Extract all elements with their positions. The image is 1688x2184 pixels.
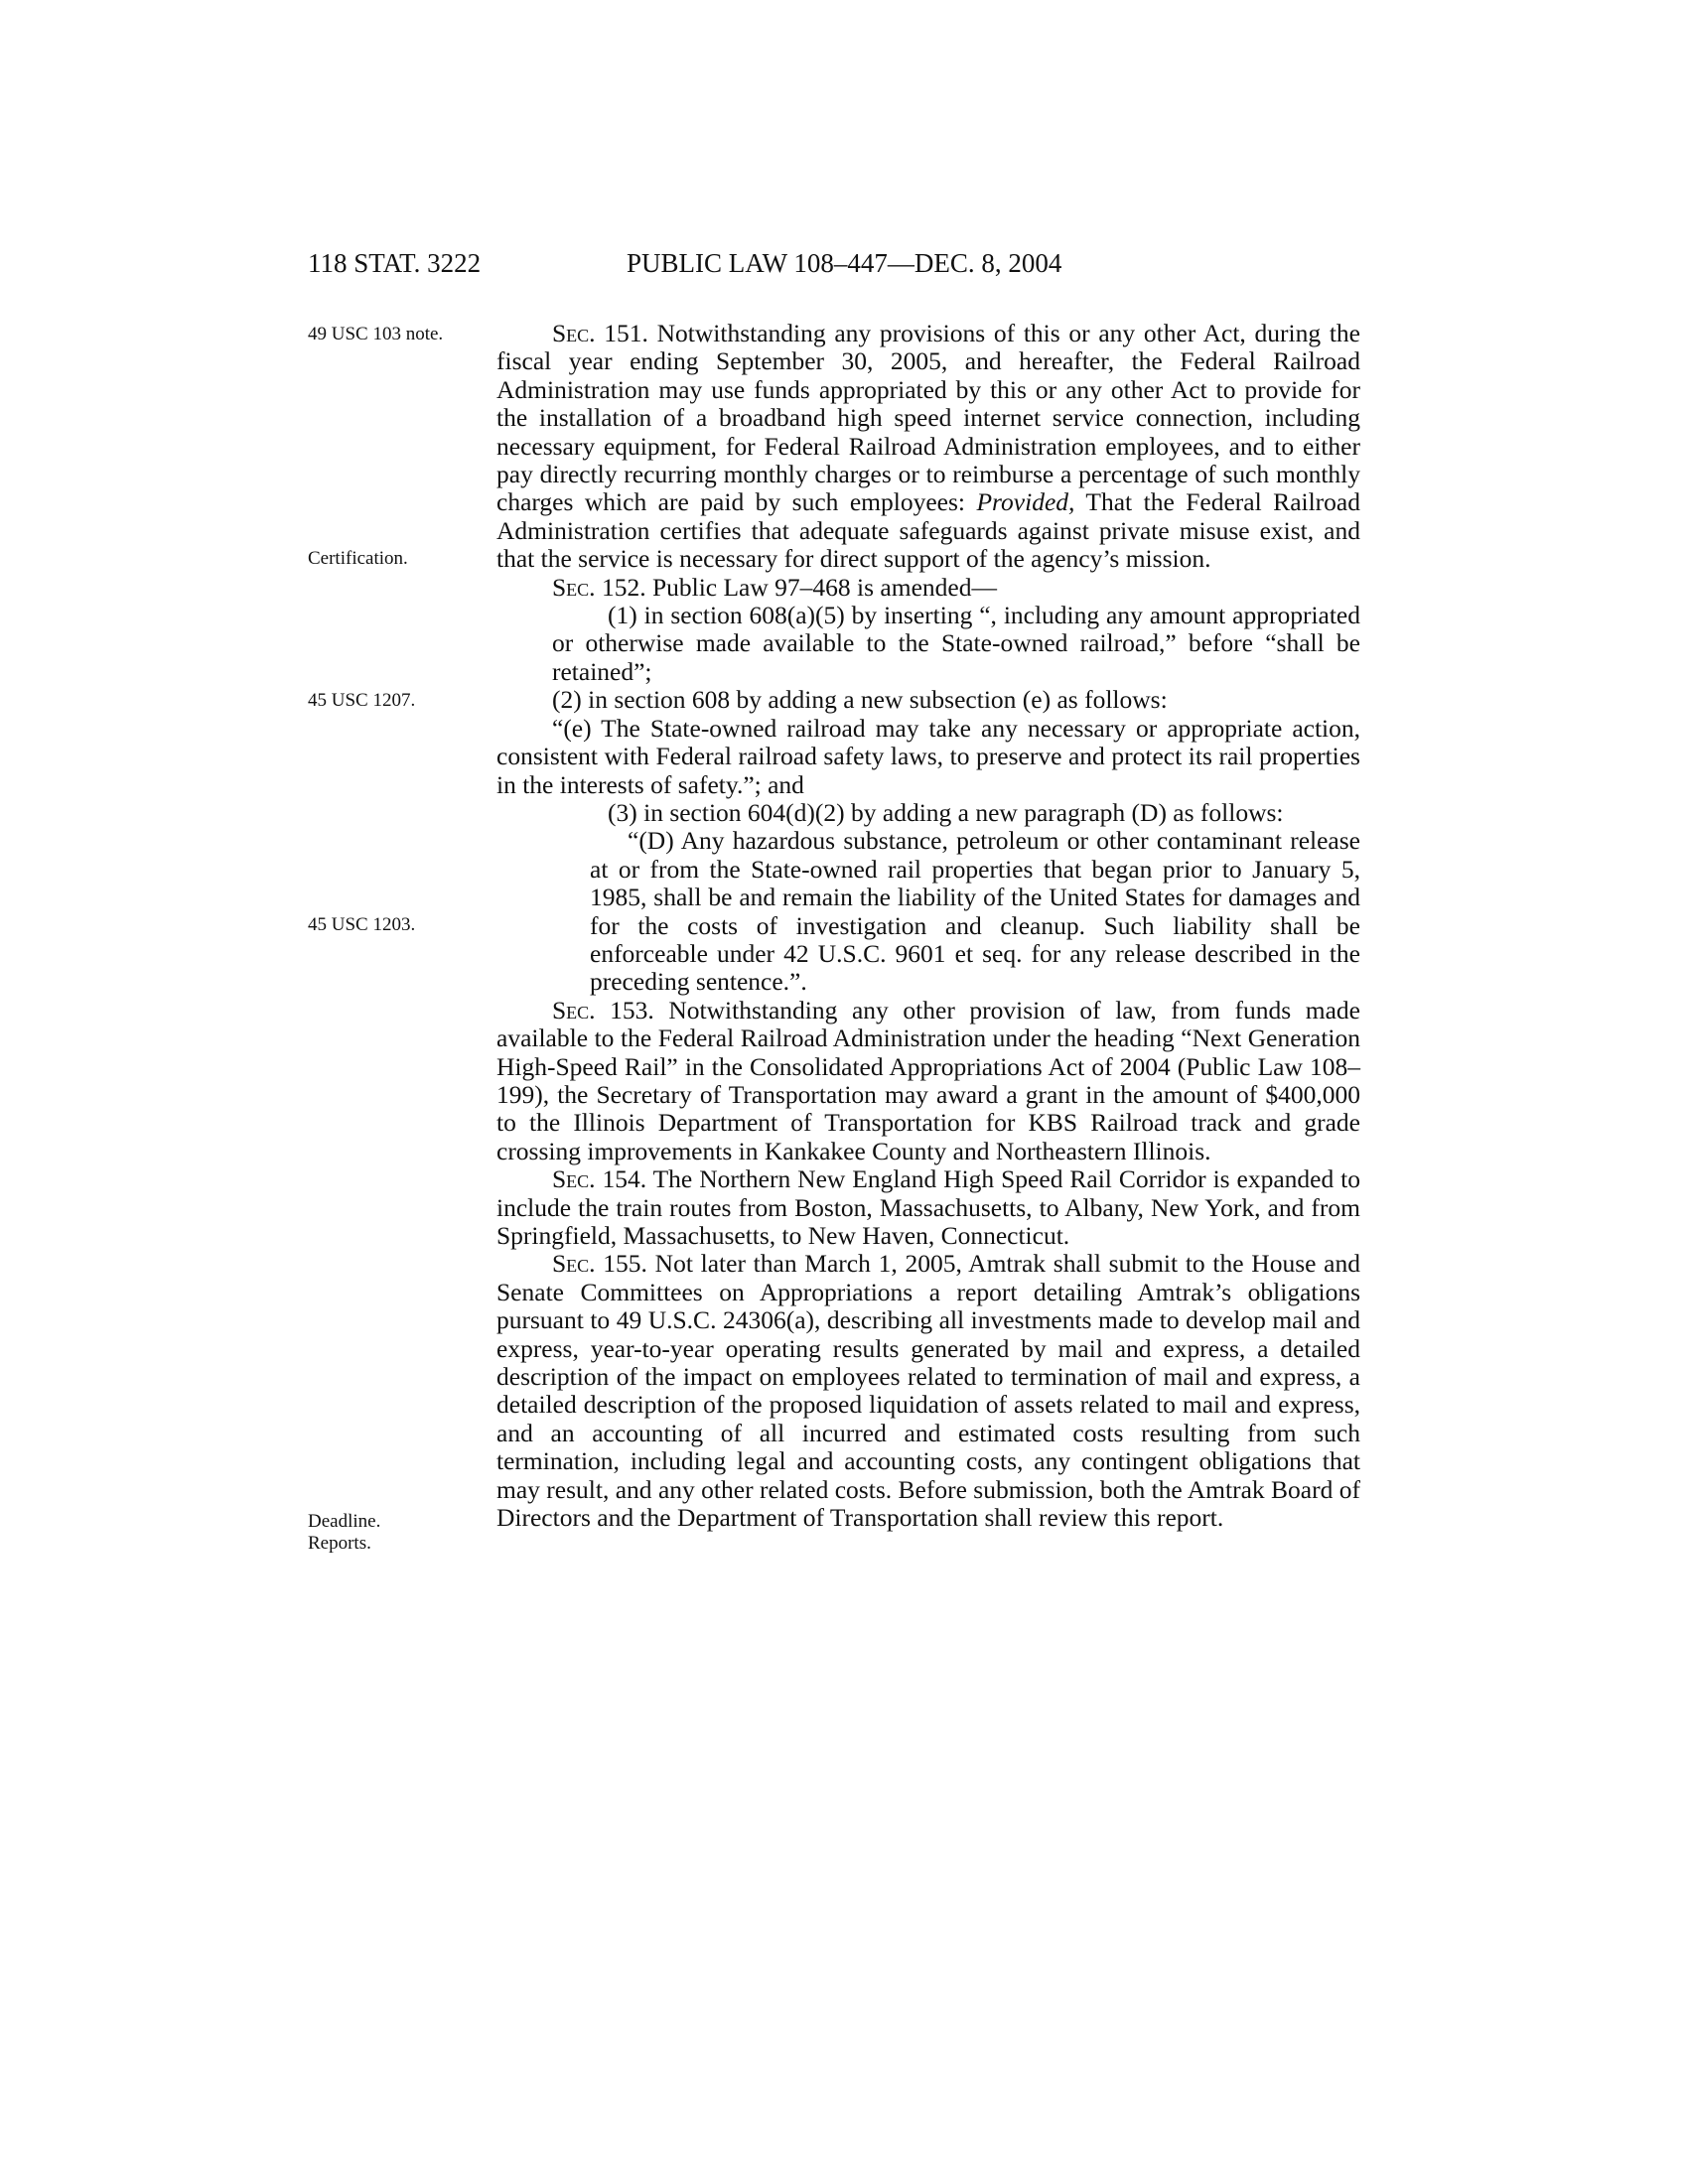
section-152-quote-d: “(D) Any hazardous substance, petroleum or other contaminant release at or from the State-owned rail properties that began prior to January 5, 1985, shall be and remain the liability of the United States for damages and for the costs of investigation and cleanup. Such liability shall be enforceable under 42 U.S.C. 9601 et seq. for any release described in the preceding sentence.”.	[590, 826, 1360, 997]
margin-note-45-usc-1203: 45 USC 1203.	[308, 914, 416, 935]
margin-note-deadline: Deadline.	[308, 1511, 381, 1532]
margin-note-certification: Certification.	[308, 548, 408, 569]
section-151: Sec. 151. Notwithstanding any provisions of this or any other Act, during the fiscal year ending September 30, 2005, and hereafter, the Federal Railroad Administration may use funds appropriated by this or any other Act to provide for the installation of a broadband high speed internet service connection, including necessary equipment, for Federal Railroad Administration employees, and to either pay directly recurring monthly charges or to reimburse a percentage of such monthly charges which are paid by such employees: Provided, That the Federal Railroad Administration certifies that adequate safeguards against private misuse exist, and that the service is necessary for direct support of the agency’s mission.	[496, 319, 1360, 574]
section-154: Sec. 154. The Northern New England High Speed Rail Corridor is expanded to include the train routes from Boston, Massachusetts, to Albany, New York, and from Springfield, Massachusetts, to New Haven, Connecticut.	[496, 1164, 1360, 1250]
running-header	[0, 248, 1688, 288]
section-152-item-2: (2) in section 608 by adding a new subsection (e) as follows:	[552, 685, 1168, 715]
public-law-title: PUBLIC LAW 108–447—DEC. 8, 2004	[627, 248, 1062, 278]
margin-note-49-usc: 49 USC 103 note.	[308, 324, 444, 344]
statute-page-number: 118 STAT. 3222	[308, 248, 482, 278]
section-152-item-3: (3) in section 604(d)(2) by adding a new paragraph (D) as follows:	[608, 797, 1284, 827]
section-153: Sec. 153. Notwithstanding any other provision of law, from funds made available to the Federal Railroad Administration under the heading “Next Generation High-Speed Rail” in the Consolidated Appropriations Act of 2004 (Public Law 108–199), the Secretary of Transportation may award a grant in the amount of $400,000 to the Illinois Department of Transportation for KBS Railroad track and grade crossing improvements in Kankakee County and Northeastern Illinois.	[496, 995, 1360, 1165]
section-152: Sec. 152. Public Law 97–468 is amended—	[552, 572, 997, 602]
section-152-quote-e: “(e) The State-owned railroad may take any necessary or appropriate action, consistent with Federal railroad safety laws, to preserve and protect its rail properties in the interests of safety.”; and	[496, 713, 1360, 799]
margin-note-reports: Reports.	[308, 1533, 371, 1554]
section-152-item-1: (1) in section 608(a)(5) by inserting “, including any amount appropriated or otherwise made available to the State-owned railroad,” before “shall be retained”;	[552, 601, 1360, 686]
section-155: Sec. 155. Not later than March 1, 2005, Amtrak shall submit to the House and Senate Committees on Appropriations a report detailing Amtrak’s obligations pursuant to 49 U.S.C. 24306(a), describing all investments made to develop mail and express, year-to-year operating results generated by mail and express, a detailed description of the impact on employees related to termination of mail and express, a detailed description of the proposed liquidation of assets related to mail and express, and an accounting of all incurred and estimated costs resulting from such termination, including legal and accounting costs, any contingent obligations that may result, and any other related costs. Before submission, both the Amtrak Board of Directors and the Department of Transportation shall review this report.	[496, 1249, 1360, 1533]
document-body	[496, 320, 1360, 1532]
margin-note-45-usc-1207: 45 USC 1207.	[308, 690, 416, 711]
